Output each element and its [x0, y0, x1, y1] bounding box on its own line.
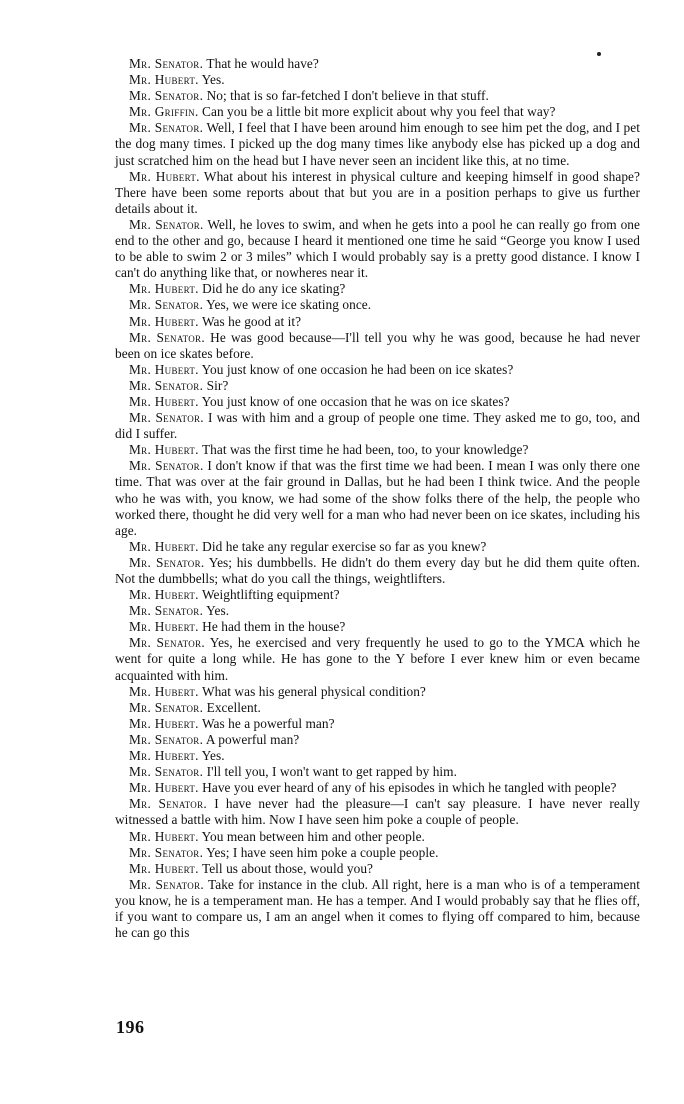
speaker-name: Mr. Senator.: [129, 377, 204, 393]
testimony-paragraph: [115, 700, 640, 716]
speaker-name: Mr. Hubert.: [129, 619, 199, 635]
speech-text: Yes.: [201, 72, 225, 88]
testimony-paragraph: [115, 362, 640, 378]
speaker-name: Mr. Senator.: [129, 297, 204, 313]
speech-text: I don't know if that was the first time we had been. I mean I was only there one time. That was over at the fair ground in Dallas, but he had been I think twice. And the people who he was with, you know, we had some of the show folks there of the help, the people who worked there, thought he did very well for a man who had never been on ice skates, including his age.: [115, 458, 640, 538]
speaker-name: Mr. Senator.: [129, 796, 208, 812]
speaker-name: Mr. Senator.: [129, 731, 204, 747]
testimony-paragraph: [115, 845, 640, 861]
speech-text: Yes; his dumbbells. He didn't do them every day but he did them quite often. Not the dumbbells; what do you call the things, weightlifters.: [115, 554, 641, 586]
speech-text: Yes.: [201, 748, 225, 764]
speech-text: Yes, we were ice skating once.: [206, 297, 372, 313]
testimony-paragraph: [115, 378, 640, 394]
testimony-paragraph: [115, 732, 640, 748]
speaker-name: Mr. Senator.: [129, 410, 204, 426]
speaker-name: Mr. Hubert.: [129, 538, 199, 554]
speech-text: That was the first time he had been, too, to your knowledge?: [201, 442, 529, 458]
speaker-name: Mr. Senator.: [129, 844, 204, 860]
speaker-name: Mr. Hubert.: [129, 281, 199, 297]
testimony-paragraph: [115, 330, 640, 362]
speaker-name: Mr. Senator.: [129, 635, 206, 651]
testimony-paragraph: [115, 281, 640, 297]
speech-text: He had them in the house?: [202, 619, 346, 635]
testimony-paragraph: [115, 458, 640, 538]
speech-text: Tell us about those, would you?: [201, 860, 374, 876]
testimony-paragraph: [115, 88, 640, 104]
speech-text: I have never had the pleasure—I can't say pleasure. I have never really witnessed a battle with him. Now I have seen him poke a couple of people.: [115, 796, 640, 828]
speech-text: Can you be a little bit more explicit about why you feel that way?: [202, 104, 556, 120]
speaker-name: Mr. Senator.: [129, 458, 204, 474]
speaker-name: Mr. Hubert.: [129, 780, 199, 796]
page-number: 196: [116, 1017, 145, 1037]
speaker-name: Mr. Senator.: [129, 699, 204, 715]
testimony-paragraph: [115, 587, 640, 603]
testimony-paragraph: [115, 410, 640, 442]
speech-text: A powerful man?: [205, 731, 300, 747]
speaker-name: Mr. Griffin.: [129, 104, 199, 120]
speech-text: Have you ever heard of any of his episodes in which he tangled with people?: [202, 780, 617, 796]
speaker-name: Mr. Senator.: [129, 120, 204, 136]
speech-text: Was he a powerful man?: [201, 715, 335, 731]
speaker-name: Mr. Hubert.: [129, 361, 199, 377]
speaker-name: Mr. Hubert.: [129, 168, 200, 184]
testimony-paragraph: [115, 716, 640, 732]
speech-text: Yes.: [206, 603, 230, 619]
speech-text: Yes; I have seen him poke a couple people.: [206, 844, 439, 860]
testimony-paragraph: [115, 748, 640, 764]
testimony-paragraph: [115, 861, 640, 877]
speech-text: Yes, he exercised and very frequently he used to go to the YMCA which he went for quite a long while. He has gone to the Y before I ever knew him or even became acquainted with him.: [115, 635, 641, 683]
speaker-name: Mr. Hubert.: [129, 828, 199, 844]
speech-text: Did he do any ice skating?: [202, 281, 346, 297]
speaker-name: Mr. Senator.: [129, 554, 205, 570]
testimony-paragraph: [115, 297, 640, 313]
testimony-paragraph: [115, 314, 640, 330]
testimony-paragraph: [115, 72, 640, 88]
testimony-paragraph: [115, 104, 640, 120]
speech-text: You mean between him and other people.: [201, 828, 425, 844]
speaker-name: Mr. Hubert.: [129, 393, 199, 409]
testimony-paragraph: [115, 56, 640, 72]
testimony-paragraph: [115, 619, 640, 635]
speech-text: He was good because—I'll tell you why he was good, because he had never been on ice skates before.: [115, 329, 640, 361]
speech-text: Take for instance in the club. All right, here is a man who is of a temperament you know, he is a temperament man. He has a temper. And I would probably say that he flies off, if you want to compare us, I am an angel when it comes to flying off compared to him, because he can go this: [115, 876, 641, 941]
speech-text: I'll tell you, I won't want to get rapped by him.: [206, 764, 457, 780]
speaker-name: Mr. Senator.: [129, 329, 205, 345]
speech-text: What about his interest in physical culture and keeping himself in good shape? There have been some reports about that but you are in a position perhaps to give us further details about it.: [115, 168, 640, 216]
testimony-paragraph: [115, 217, 640, 281]
testimony-paragraph: [115, 555, 640, 587]
speech-text: Weightlifting equipment?: [201, 587, 340, 603]
speech-text: That he would have?: [206, 56, 319, 71]
testimony-paragraph: [115, 764, 640, 780]
testimony-paragraph: [115, 829, 640, 845]
speaker-name: Mr. Senator.: [129, 603, 204, 619]
testimony-paragraph: [115, 603, 640, 619]
speaker-name: Mr. Senator.: [129, 216, 204, 232]
testimony-paragraph: [115, 684, 640, 700]
speaker-name: Mr. Hubert.: [129, 587, 199, 603]
speech-text: No; that is so far-fetched I don't believe in that stuff.: [206, 88, 489, 104]
speech-text: Was he good at it?: [201, 313, 302, 329]
speaker-name: Mr. Senator.: [129, 764, 204, 780]
speech-text: You just know of one occasion that he was on ice skates?: [201, 393, 510, 409]
speaker-name: Mr. Hubert.: [129, 683, 199, 699]
speech-text: Well, he loves to swim, and when he gets into a pool he can really go from one end to the other and go, because I heard it mentioned one time he said “George you know I used to be able to swim 2 or 3 miles” which I would probably say is a pretty good distance. I know I can't do anything like that, or nowheres near it.: [115, 216, 640, 281]
testimony-paragraph: [115, 635, 640, 683]
testimony-paragraph: [115, 796, 640, 828]
speech-text: I was with him and a group of people one time. They asked me to go, too, and did I suffer.: [115, 410, 640, 442]
testimony-paragraph: [115, 539, 640, 555]
testimony-paragraph: [115, 120, 640, 168]
testimony-paragraph: [115, 169, 640, 217]
testimony-paragraph: [115, 394, 640, 410]
speaker-name: Mr. Hubert.: [129, 442, 199, 458]
testimony-paragraph: [115, 780, 640, 796]
speaker-name: Mr. Senator.: [129, 56, 204, 71]
speaker-name: Mr. Hubert.: [129, 313, 199, 329]
speaker-name: Mr. Hubert.: [129, 715, 199, 731]
speaker-name: Mr. Senator.: [129, 88, 204, 104]
speaker-name: Mr. Hubert.: [129, 860, 199, 876]
speaker-name: Mr. Senator.: [129, 876, 205, 892]
speaker-name: Mr. Hubert.: [129, 72, 199, 88]
transcript-body: [115, 56, 640, 941]
speech-text: Did he take any regular exercise so far as you knew?: [202, 538, 487, 554]
speech-text: What was his general physical condition?: [201, 683, 426, 699]
testimony-paragraph: [115, 877, 640, 941]
speaker-name: Mr. Hubert.: [129, 748, 199, 764]
testimony-paragraph: [115, 442, 640, 458]
speech-text: You just know of one occasion he had been on ice skates?: [201, 361, 514, 377]
speech-text: Sir?: [206, 377, 229, 393]
speech-text: Excellent.: [206, 699, 261, 715]
speech-text: Well, I feel that I have been around him enough to see him pet the dog, and I pet the dog many times. I picked up the dog many times like anybody else has picked up a dog and just scratched him on the head but I have never seen an incident like this, at no time.: [115, 120, 640, 168]
